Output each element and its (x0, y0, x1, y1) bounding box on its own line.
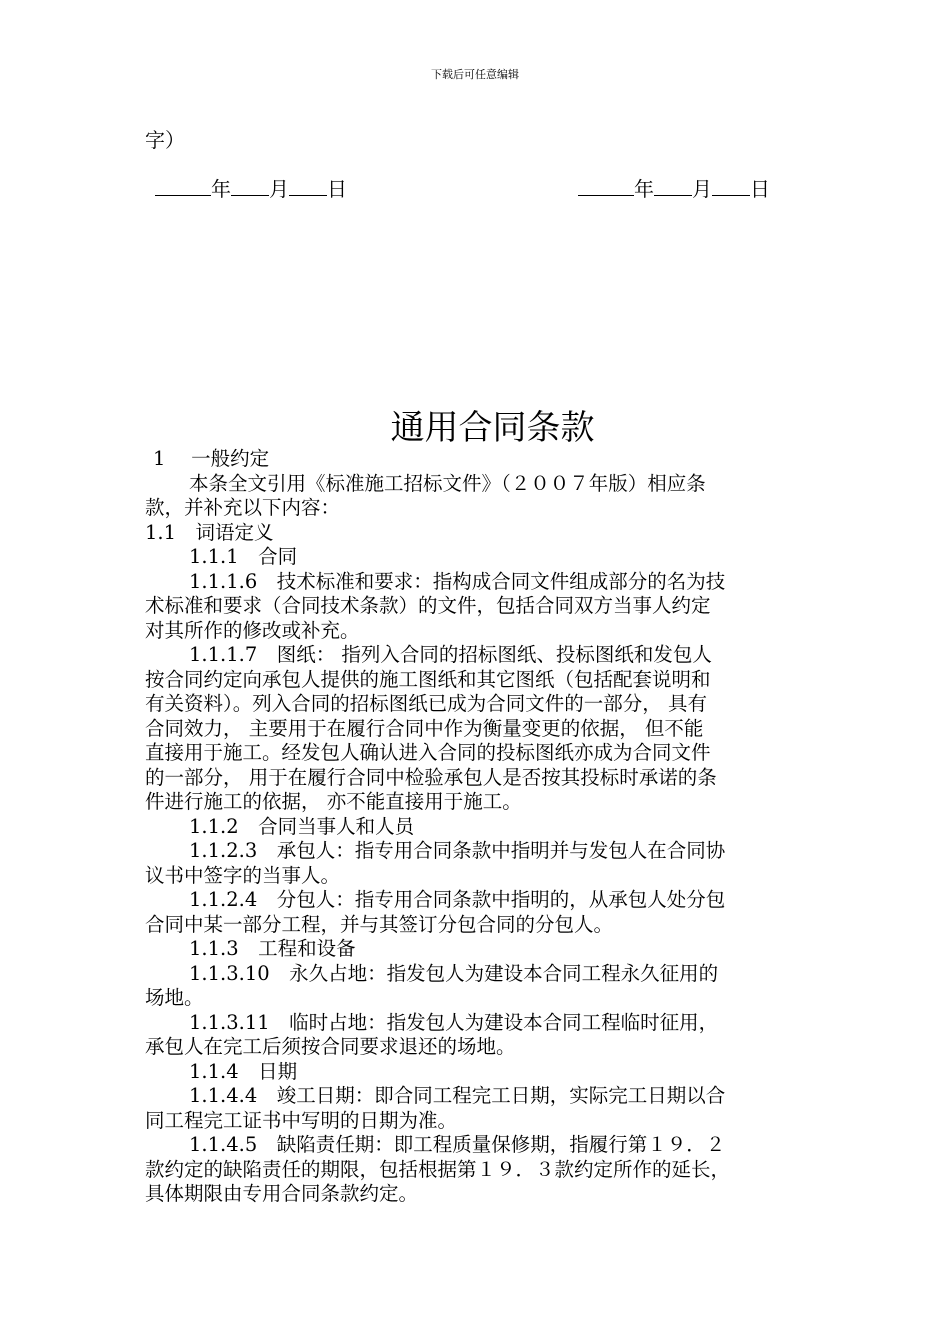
text-line: 1.1 词语定义 (145, 520, 274, 544)
document-body (145, 447, 805, 1207)
text-line: 按合同约定向承包人提供的施工图纸和其它图纸（包括配套说明和 (145, 667, 711, 691)
date-field-left (155, 173, 347, 202)
text-line: 直接用于施工。经发包人确认进入合同的投标图纸亦成为合同文件 (145, 741, 711, 764)
text-line: 1.1.3.10 永久占地：指发包人为建设本合同工程永久征用的 (189, 961, 719, 985)
text-fragment: 字） (145, 128, 185, 152)
text-line: 1.1.3 工程和设备 (189, 937, 356, 960)
text-line: 1.1.4 日期 (189, 1059, 298, 1083)
document-title: 通用合同条款 (390, 408, 595, 448)
year-label: 年 (634, 177, 654, 201)
text-line: 1.1.4.4 竣工日期：即合同工程完工日期，实际完工日期以合 (189, 1084, 726, 1107)
text-line: 承包人在完工后须按合同要求退还的场地。 (145, 1035, 516, 1058)
text-line: 议书中签字的当事人。 (145, 863, 341, 887)
text-line: 1.1.2.3 承包人：指专用合同条款中指明并与发包人在合同协 (189, 839, 726, 862)
text-line: 合同效力， 主要用于在履行合同中作为衡量变更的依据， 但不能 (145, 716, 704, 740)
month-label: 月 (269, 177, 289, 201)
month-blank (654, 175, 692, 196)
day-blank (289, 175, 327, 196)
text-line: 款约定的缺陷责任的期限，包括根据第１９．３款约定所作的延长， (145, 1157, 731, 1181)
year-blank (578, 175, 634, 196)
text-line: 1.1.2.4 分包人：指专用合同条款中指明的，从承包人处分包 (189, 888, 726, 911)
text-line: 1.1.1 合同 (189, 545, 298, 568)
text-line: 术标准和要求（合同技术条款）的文件，包括合同双方当事人约定 (145, 594, 711, 617)
year-label: 年 (211, 177, 231, 201)
text-line: 场地。 (145, 986, 204, 1009)
text-line: 本条全文引用《标准施工招标文件》（２００７年版）相应条 (189, 471, 706, 495)
text-line: 的一部分， 用于在履行合同中检验承包人是否按其投标时承诺的条 (145, 765, 717, 789)
text-line: 款，并补充以下内容： (145, 496, 341, 519)
day-blank (712, 175, 750, 196)
year-blank (155, 175, 211, 196)
page-header: 下载后可任意编辑 (431, 68, 519, 81)
date-field-right (578, 173, 770, 202)
text-line: 1.1.1.7 图纸： 指列入合同的招标图纸、投标图纸和发包人 (189, 643, 712, 666)
text-line: 件进行施工的依据， 亦不能直接用于施工。 (145, 790, 522, 813)
text-line: 1.1.4.5 缺陷责任期：即工程质量保修期，指履行第１９．２ (189, 1133, 726, 1156)
text-line: 1.1.1.6 技术标准和要求：指构成合同文件组成部分的名为技 (189, 569, 726, 593)
text-line: 1.1.3.11 临时占地：指发包人为建设本合同工程临时征用， (189, 1010, 719, 1034)
text-line: 有关资料）。列入合同的招标图纸已成为合同文件的一部分， 具有 (145, 692, 707, 715)
text-line: 对其所作的修改或补充。 (145, 618, 360, 642)
text-line: 合同中某一部分工程，并与其签订分包合同的分包人。 (145, 912, 614, 936)
text-line: 同工程完工证书中写明的日期为准。 (145, 1108, 458, 1132)
text-line: 具体期限由专用合同条款约定。 (145, 1182, 419, 1205)
month-blank (231, 175, 269, 196)
day-label: 日 (750, 177, 770, 201)
text-line: 1.1.2 合同当事人和人员 (189, 814, 415, 838)
day-label: 日 (327, 177, 347, 201)
month-label: 月 (692, 177, 712, 201)
text-line: 1 一般约定 (153, 447, 270, 470)
